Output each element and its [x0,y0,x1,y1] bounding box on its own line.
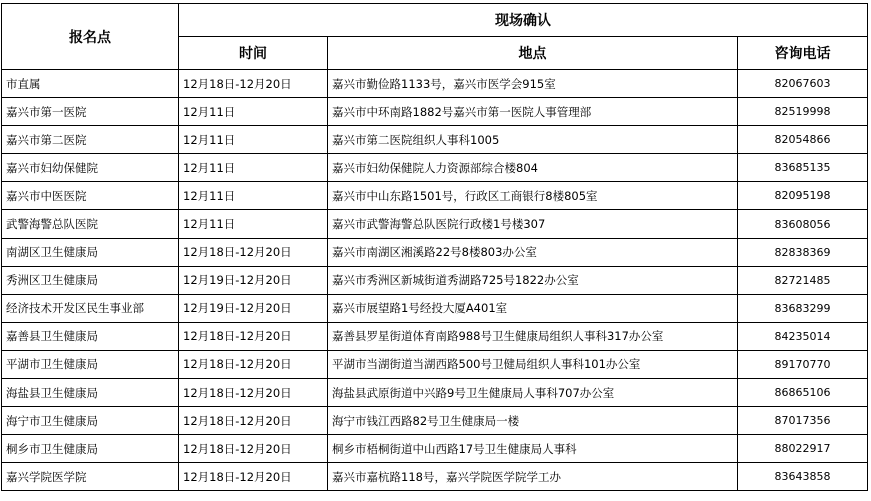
site-cell: 秀洲区卫生健康局 [2,266,179,294]
time-cell: 12月18日-12月20日 [179,407,328,435]
header-phone: 咨询电话 [738,37,868,70]
site-cell: 市直属 [2,70,179,98]
table-row [2,210,868,238]
time-cell: 12月18日-12月20日 [179,70,328,98]
phone-cell: 89170770 [738,350,868,378]
phone-cell: 82519998 [738,98,868,126]
time-cell: 12月18日-12月20日 [179,322,328,350]
phone-cell: 82067603 [738,70,868,98]
site-cell: 海盐县卫生健康局 [2,379,179,407]
place-cell: 嘉兴市中环南路1882号嘉兴市第一医院人事管理部 [328,98,738,126]
place-cell: 嘉兴市南湖区湘溪路22号8楼803办公室 [328,238,738,266]
registration-table [1,3,868,491]
table-row [2,350,868,378]
header-place: 地点 [328,37,738,70]
place-cell: 嘉兴市勤俭路1133号，嘉兴市医学会915室 [328,70,738,98]
place-cell: 嘉兴市武警海警总队医院行政楼1号楼307 [328,210,738,238]
site-cell: 嘉兴市第二医院 [2,126,179,154]
time-cell: 12月11日 [179,182,328,210]
table-row [2,407,868,435]
place-cell: 嘉兴市展望路1号经投大厦A401室 [328,294,738,322]
site-cell: 平湖市卫生健康局 [2,350,179,378]
header-site: 报名点 [2,4,179,70]
header-onsite-confirmation: 现场确认 [179,4,868,37]
table-row [2,266,868,294]
place-cell: 嘉善县罗星街道体育南路988号卫生健康局组织人事科317办公室 [328,322,738,350]
phone-cell: 87017356 [738,407,868,435]
table-row [2,154,868,182]
time-cell: 12月11日 [179,98,328,126]
table-row [2,98,868,126]
phone-cell: 82838369 [738,238,868,266]
table-row [2,182,868,210]
table-row [2,379,868,407]
time-cell: 12月11日 [179,126,328,154]
table-row [2,435,868,463]
phone-cell: 83643858 [738,463,868,491]
site-cell: 嘉兴市妇幼保健院 [2,154,179,182]
table-row [2,126,868,154]
time-cell: 12月19日-12月20日 [179,294,328,322]
site-cell: 嘉善县卫生健康局 [2,322,179,350]
time-cell: 12月19日-12月20日 [179,266,328,294]
site-cell: 嘉兴学院医学院 [2,463,179,491]
site-cell: 嘉兴市第一医院 [2,98,179,126]
phone-cell: 88022917 [738,435,868,463]
time-cell: 12月11日 [179,154,328,182]
site-cell: 嘉兴市中医医院 [2,182,179,210]
phone-cell: 82054866 [738,126,868,154]
time-cell: 12月11日 [179,210,328,238]
table-row [2,463,868,491]
phone-cell: 82721485 [738,266,868,294]
place-cell: 嘉兴市秀洲区新城街道秀湖路725号1822办公室 [328,266,738,294]
phone-cell: 83685135 [738,154,868,182]
phone-cell: 86865106 [738,379,868,407]
phone-cell: 83683299 [738,294,868,322]
phone-cell: 83608056 [738,210,868,238]
place-cell: 嘉兴市嘉杭路118号，嘉兴学院医学院学工办 [328,463,738,491]
place-cell: 嘉兴市中山东路1501号，行政区工商银行8楼805室 [328,182,738,210]
place-cell: 嘉兴市妇幼保健院人力资源部综合楼804 [328,154,738,182]
place-cell: 桐乡市梧桐街道中山西路17号卫生健康局人事科 [328,435,738,463]
site-cell: 桐乡市卫生健康局 [2,435,179,463]
phone-cell: 82095198 [738,182,868,210]
site-cell: 海宁市卫生健康局 [2,407,179,435]
time-cell: 12月18日-12月20日 [179,379,328,407]
table-row [2,238,868,266]
place-cell: 嘉兴市第二医院组织人事科1005 [328,126,738,154]
site-cell: 经济技术开发区民生事业部 [2,294,179,322]
time-cell: 12月18日-12月20日 [179,463,328,491]
table-row [2,294,868,322]
time-cell: 12月18日-12月20日 [179,435,328,463]
time-cell: 12月18日-12月20日 [179,350,328,378]
time-cell: 12月18日-12月20日 [179,238,328,266]
phone-cell: 84235014 [738,322,868,350]
table-row [2,70,868,98]
header-time: 时间 [179,37,328,70]
site-cell: 南湖区卫生健康局 [2,238,179,266]
place-cell: 海宁市钱江西路82号卫生健康局一楼 [328,407,738,435]
place-cell: 海盐县武原街道中兴路9号卫生健康局人事科707办公室 [328,379,738,407]
table-row [2,322,868,350]
site-cell: 武警海警总队医院 [2,210,179,238]
place-cell: 平湖市当湖街道当湖西路500号卫健局组织人事科101办公室 [328,350,738,378]
